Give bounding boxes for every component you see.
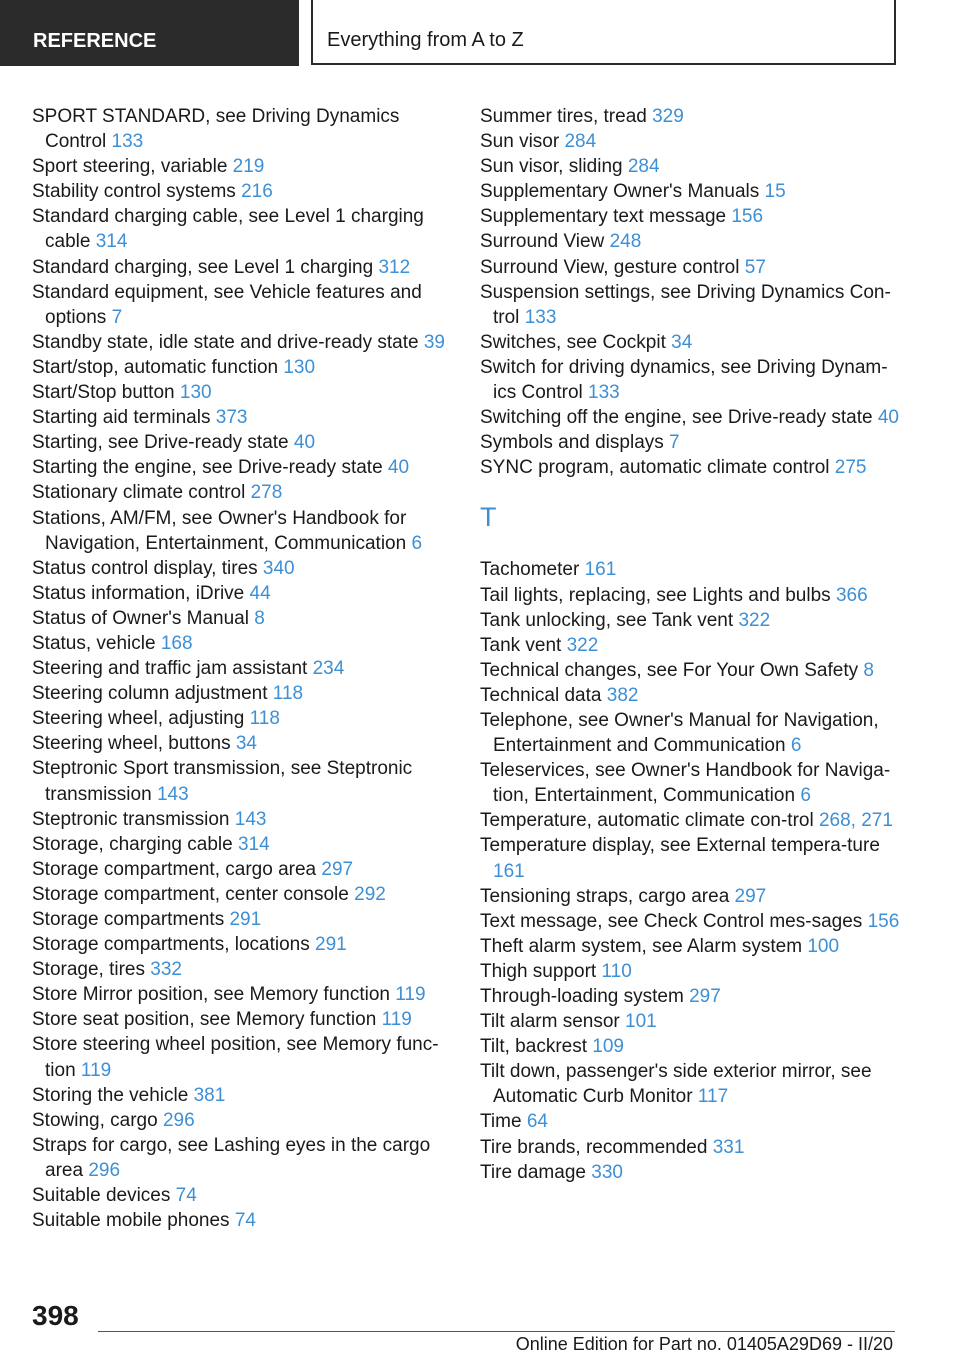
page-reference-link[interactable]: 216 bbox=[241, 181, 273, 203]
page-reference-link[interactable]: 284 bbox=[627, 156, 660, 178]
index-entry bbox=[32, 1183, 452, 1208]
chapter-title: Everything from A to Z bbox=[311, 0, 896, 65]
entry-text: Starting, see Drive-ready state bbox=[32, 432, 289, 454]
page-reference-link[interactable]: 8 bbox=[254, 607, 265, 629]
index-entry bbox=[32, 606, 452, 631]
entry-text: Status control display, tires bbox=[32, 557, 258, 579]
page-reference-link[interactable]: 8 bbox=[863, 659, 874, 681]
entry-text: Switches, see Cockpit bbox=[480, 331, 666, 353]
entry-text: Tensioning straps, cargo area bbox=[480, 885, 730, 907]
entry-text: Time bbox=[480, 1111, 522, 1133]
index-entry bbox=[480, 833, 900, 883]
index-entry bbox=[480, 708, 900, 758]
entry-text: Tilt down, passenger's side exterior mirror, see Automatic Curb Monitor bbox=[480, 1061, 872, 1108]
page-reference-link[interactable]: 291 bbox=[315, 934, 347, 956]
entry-text: Switching off the engine, see Drive-ready state bbox=[480, 407, 873, 429]
page-reference-link[interactable]: 275 bbox=[834, 457, 867, 479]
page-reference-link[interactable]: 248 bbox=[609, 231, 642, 253]
page-reference-link[interactable]: 119 bbox=[395, 984, 426, 1006]
entry-text: Tilt, backrest bbox=[480, 1036, 587, 1058]
entry-text: Stability control systems bbox=[32, 181, 236, 203]
page-reference-link[interactable]: 6 bbox=[411, 532, 423, 554]
page-reference-link[interactable]: 322 bbox=[566, 634, 599, 656]
entry-text: Tire damage bbox=[480, 1161, 586, 1183]
page-reference-link[interactable]: 64 bbox=[526, 1111, 548, 1133]
index-entry bbox=[32, 430, 452, 455]
page-reference-link[interactable]: 297 bbox=[321, 858, 354, 880]
entry-text: Stations, AM/FM, see Owner's Handbook for Navigation, Entertainment, Communication bbox=[32, 507, 407, 554]
entry-text: Symbols and displays bbox=[480, 432, 664, 454]
page-reference-link[interactable]: 130 bbox=[283, 356, 316, 378]
entry-text: Temperature display, see External tempera-ture bbox=[480, 835, 880, 857]
index-entry bbox=[480, 455, 900, 480]
footer-divider bbox=[98, 1331, 895, 1332]
index-entry bbox=[480, 608, 900, 633]
index-entry bbox=[480, 330, 900, 355]
section-letter-t: T bbox=[480, 502, 497, 533]
entry-text: Supplementary Owner's Manuals bbox=[480, 181, 760, 203]
index-entry bbox=[480, 808, 900, 833]
page-reference-link[interactable]: 119 bbox=[381, 1009, 412, 1031]
index-entry bbox=[480, 1034, 900, 1059]
index-entry bbox=[32, 907, 452, 932]
entry-text: Storage, tires bbox=[32, 959, 145, 981]
entry-text: Technical changes, see For Your Own Safety bbox=[480, 659, 859, 681]
index-entry bbox=[480, 934, 900, 959]
page-reference-link[interactable]: 40 bbox=[877, 407, 899, 429]
index-entry bbox=[480, 355, 900, 405]
page-reference-link[interactable]: 161 bbox=[493, 860, 525, 882]
entry-text: Tire brands, recommended bbox=[480, 1136, 708, 1158]
page-reference-link[interactable]: 40 bbox=[387, 457, 410, 479]
page-reference-link[interactable]: 331 bbox=[712, 1136, 745, 1158]
page-reference-link[interactable]: 6 bbox=[800, 785, 811, 807]
entry-text: Status information, iDrive bbox=[32, 582, 245, 604]
index-entry bbox=[32, 932, 452, 957]
index-entry bbox=[480, 633, 900, 658]
entry-text: Thigh support bbox=[480, 960, 597, 982]
page-reference-link[interactable]: 110 bbox=[601, 960, 632, 982]
index-entry bbox=[32, 982, 452, 1007]
page-reference-link[interactable]: 74 bbox=[175, 1185, 197, 1207]
index-entry bbox=[480, 430, 900, 455]
entry-text: Text message, see Check Control mes-sages bbox=[480, 910, 863, 932]
index-entry bbox=[480, 204, 900, 229]
index-entry bbox=[480, 255, 900, 280]
page-reference-link[interactable]: 117 bbox=[697, 1086, 729, 1108]
entry-text: Suitable mobile phones bbox=[32, 1210, 230, 1232]
page-reference-link[interactable]: 39 bbox=[423, 331, 445, 353]
page-reference-link[interactable]: 278 bbox=[250, 482, 283, 504]
page-reference-link[interactable]: 130 bbox=[179, 382, 212, 404]
entry-text: Start/Stop button bbox=[32, 382, 175, 404]
page-reference-link[interactable]: 314 bbox=[95, 231, 128, 253]
entry-text: Stowing, cargo bbox=[32, 1109, 158, 1131]
index-entry bbox=[480, 1109, 900, 1134]
entry-text: Storage compartment, center console bbox=[32, 883, 349, 905]
page-number: 398 bbox=[32, 1300, 79, 1331]
entry-text: Sport steering, variable bbox=[32, 156, 228, 178]
page-reference-link[interactable]: 57 bbox=[744, 256, 766, 278]
index-entry bbox=[32, 756, 452, 806]
page-reference-link[interactable]: 296 bbox=[88, 1159, 121, 1181]
index-entry bbox=[32, 455, 452, 480]
index-entry bbox=[32, 330, 452, 355]
index-entry bbox=[32, 656, 452, 681]
entry-text: Sun visor, sliding bbox=[480, 156, 623, 178]
page-reference-link[interactable]: 161 bbox=[584, 559, 617, 581]
page-reference-link[interactable]: 143 bbox=[234, 808, 267, 830]
entry-text: Starting the engine, see Drive-ready state bbox=[32, 457, 383, 479]
section-tab: REFERENCE bbox=[0, 0, 299, 66]
entry-text: Store Mirror position, see Memory function bbox=[32, 984, 390, 1006]
index-entry bbox=[480, 884, 900, 909]
index-entry bbox=[32, 857, 452, 882]
index-entry bbox=[32, 581, 452, 606]
index-entries-t bbox=[480, 557, 900, 1184]
index-entry bbox=[32, 204, 452, 254]
page-reference-link[interactable]: 156 bbox=[867, 910, 900, 932]
page-reference-link[interactable]: 284 bbox=[564, 131, 597, 153]
entry-text: Storage compartment, cargo area bbox=[32, 858, 317, 880]
page-reference-link[interactable]: 143 bbox=[156, 783, 189, 805]
page-reference-link[interactable]: 234 bbox=[312, 658, 345, 680]
index-entry bbox=[32, 882, 452, 907]
entry-text: SYNC program, automatic climate control bbox=[480, 457, 830, 479]
entry-text: Standby state, idle state and drive-ready state bbox=[32, 331, 419, 353]
page-reference-link[interactable]: 7 bbox=[111, 306, 123, 328]
page-reference-link[interactable]: 40 bbox=[293, 432, 316, 454]
page-reference-link[interactable]: 322 bbox=[738, 609, 771, 631]
index-column-left bbox=[32, 104, 452, 1233]
index-entry bbox=[480, 658, 900, 683]
index-entry bbox=[32, 255, 452, 280]
index-entry bbox=[480, 280, 900, 330]
entry-text: Theft alarm system, see Alarm system bbox=[480, 935, 803, 957]
index-entry bbox=[32, 631, 452, 656]
entry-text: SPORT STANDARD, see Driving Dynamics Control bbox=[32, 106, 400, 153]
entry-text: Standard charging cable, see Level 1 charging cable bbox=[32, 206, 424, 253]
index-entry bbox=[32, 380, 452, 405]
page-reference-link[interactable]: 296 bbox=[162, 1109, 195, 1131]
entry-text: Suitable devices bbox=[32, 1185, 171, 1207]
page-reference-link[interactable]: 373 bbox=[215, 407, 248, 429]
index-entry bbox=[32, 1032, 452, 1082]
page-reference-link[interactable]: 118 bbox=[272, 683, 304, 705]
page-reference-link[interactable]: 34 bbox=[235, 733, 257, 755]
index-entry bbox=[480, 1135, 900, 1160]
entry-text: Supplementary text message bbox=[480, 206, 727, 228]
entry-text: Suspension settings, see Driving Dynamics Con-trol bbox=[480, 281, 891, 328]
index-entry bbox=[32, 832, 452, 857]
page-reference-link[interactable]: 133 bbox=[111, 131, 144, 153]
entry-text: Surround View, gesture control bbox=[480, 256, 740, 278]
entry-text: Status of Owner's Manual bbox=[32, 607, 249, 629]
index-entry bbox=[480, 583, 900, 608]
index-entry bbox=[480, 1059, 900, 1109]
page-reference-link[interactable]: 15 bbox=[764, 181, 786, 203]
entry-text: Tank unlocking, see Tank vent bbox=[480, 609, 734, 631]
entry-text: Surround View bbox=[480, 231, 605, 253]
index-entry bbox=[32, 480, 452, 505]
index-entry bbox=[32, 681, 452, 706]
entry-text: Tilt alarm sensor bbox=[480, 1011, 620, 1033]
entry-text: Status, vehicle bbox=[32, 632, 156, 654]
index-entry bbox=[32, 1083, 452, 1108]
entry-text: Temperature, automatic climate con-trol bbox=[480, 810, 814, 832]
entry-text: Storage compartments, locations bbox=[32, 934, 310, 956]
entry-text: Stationary climate control bbox=[32, 482, 246, 504]
page-reference-link[interactable]: 109 bbox=[592, 1036, 624, 1058]
index-entry bbox=[480, 129, 900, 154]
index-entry bbox=[480, 909, 900, 934]
page-reference-link[interactable]: 133 bbox=[524, 306, 557, 328]
index-entry bbox=[480, 1009, 900, 1034]
page-reference-link[interactable]: 329 bbox=[652, 106, 684, 127]
entry-text: Teleservices, see Owner's Handbook for Naviga-tion, Entertainment, Communication bbox=[480, 760, 891, 807]
index-entry bbox=[32, 1007, 452, 1032]
entry-text: Store seat position, see Memory function bbox=[32, 1009, 377, 1031]
index-entry bbox=[480, 154, 900, 179]
index-entry bbox=[32, 957, 452, 982]
page-reference-link[interactable]: 119 bbox=[80, 1059, 112, 1081]
index-entry bbox=[32, 280, 452, 330]
page-reference-link[interactable]: 133 bbox=[588, 382, 620, 404]
page-reference-link[interactable]: 340 bbox=[262, 557, 295, 579]
entry-text: Switch for driving dynamics, see Driving Dynam-ics Control bbox=[480, 356, 888, 404]
index-entry bbox=[480, 179, 900, 204]
entry-text: Tachometer bbox=[480, 559, 580, 581]
entry-text: Steering and traffic jam assistant bbox=[32, 658, 308, 680]
index-entry bbox=[32, 731, 452, 756]
page-reference-link[interactable]: 292 bbox=[354, 883, 386, 905]
page-reference-link[interactable]: 312 bbox=[378, 256, 411, 278]
edition-footer: Online Edition for Part no. 01405A29D69 - II/20 bbox=[515, 1334, 893, 1354]
entry-text: Through-loading system bbox=[480, 986, 684, 1007]
index-column-right bbox=[480, 104, 900, 1185]
index-entry bbox=[480, 405, 900, 430]
page-reference-link[interactable]: 6 bbox=[790, 735, 802, 757]
entry-text: Summer tires, tread bbox=[480, 106, 647, 127]
entry-text: Starting aid terminals bbox=[32, 407, 211, 429]
index-entry bbox=[32, 355, 452, 380]
entry-text: Straps for cargo, see Lashing eyes in the cargo area bbox=[32, 1134, 431, 1181]
entry-text: Steptronic Sport transmission, see Steptronic transmission bbox=[32, 758, 413, 805]
index-entry bbox=[480, 758, 900, 808]
entry-text: Sun visor bbox=[480, 131, 560, 153]
page-reference-link[interactable]: 7 bbox=[669, 432, 680, 454]
entry-text: Storing the vehicle bbox=[32, 1084, 189, 1106]
page-reference-link[interactable]: 332 bbox=[150, 959, 182, 981]
page-reference-link[interactable]: 118 bbox=[249, 708, 280, 730]
page-reference-link[interactable]: 314 bbox=[237, 833, 270, 855]
index-entry bbox=[32, 154, 452, 179]
entry-text: Standard equipment, see Vehicle features and options bbox=[32, 281, 422, 328]
index-entry bbox=[32, 706, 452, 731]
index-entry bbox=[480, 984, 900, 1009]
entry-text: Standard charging, see Level 1 charging bbox=[32, 256, 374, 278]
page-reference-link[interactable]: 34 bbox=[671, 331, 693, 353]
page-reference-link[interactable]: 297 bbox=[734, 885, 767, 907]
index-entry bbox=[32, 807, 452, 832]
page-reference-link[interactable]: 291 bbox=[229, 909, 262, 930]
page-reference-link[interactable]: 44 bbox=[249, 582, 271, 604]
entry-text: Telephone, see Owner's Manual for Navigation, Entertainment and Communication bbox=[480, 709, 879, 757]
index-entry bbox=[480, 229, 900, 254]
page-reference-link[interactable]: 268, 271 bbox=[818, 810, 893, 832]
page-reference-link[interactable]: 330 bbox=[591, 1161, 623, 1183]
index-entry bbox=[32, 104, 452, 154]
entry-text: Steptronic transmission bbox=[32, 808, 230, 830]
index-entries-s bbox=[480, 104, 900, 480]
entry-text: Steering wheel, adjusting bbox=[32, 708, 245, 730]
entry-text: Steering column adjustment bbox=[32, 683, 268, 705]
page-reference-link[interactable]: 156 bbox=[731, 206, 764, 228]
index-entry bbox=[480, 104, 900, 129]
page-reference-link[interactable]: 366 bbox=[835, 584, 868, 606]
page-reference-link[interactable]: 219 bbox=[232, 156, 265, 178]
entry-text: Start/stop, automatic function bbox=[32, 356, 279, 378]
index-entry bbox=[32, 556, 452, 581]
page-reference-link[interactable]: 168 bbox=[160, 632, 193, 654]
entry-text: Store steering wheel position, see Memory func-tion bbox=[32, 1034, 439, 1081]
page-reference-link[interactable]: 74 bbox=[234, 1210, 256, 1232]
index-entry bbox=[32, 506, 452, 556]
entry-text: Tank vent bbox=[480, 634, 562, 656]
index-entry bbox=[32, 1133, 452, 1183]
entry-text: Steering wheel, buttons bbox=[32, 733, 231, 755]
page-reference-link[interactable]: 381 bbox=[193, 1084, 226, 1106]
entry-text: Technical data bbox=[480, 684, 602, 706]
entry-text: Storage compartments bbox=[32, 909, 225, 930]
index-entry bbox=[32, 1108, 452, 1133]
index-entry bbox=[32, 179, 452, 204]
page-header bbox=[0, 0, 960, 66]
index-entry bbox=[480, 683, 900, 708]
page-reference-link[interactable]: 101 bbox=[625, 1011, 657, 1033]
index-entry bbox=[32, 405, 452, 430]
page-reference-link[interactable]: 100 bbox=[807, 935, 840, 957]
page-reference-link[interactable]: 382 bbox=[606, 684, 639, 706]
page-reference-link[interactable]: 297 bbox=[689, 986, 721, 1007]
index-entry bbox=[480, 1160, 900, 1185]
entry-text: Storage, charging cable bbox=[32, 833, 233, 855]
index-entry bbox=[32, 1208, 452, 1233]
entry-text: Tail lights, replacing, see Lights and bulbs bbox=[480, 584, 831, 606]
index-entry bbox=[480, 557, 900, 582]
index-entry bbox=[480, 959, 900, 984]
